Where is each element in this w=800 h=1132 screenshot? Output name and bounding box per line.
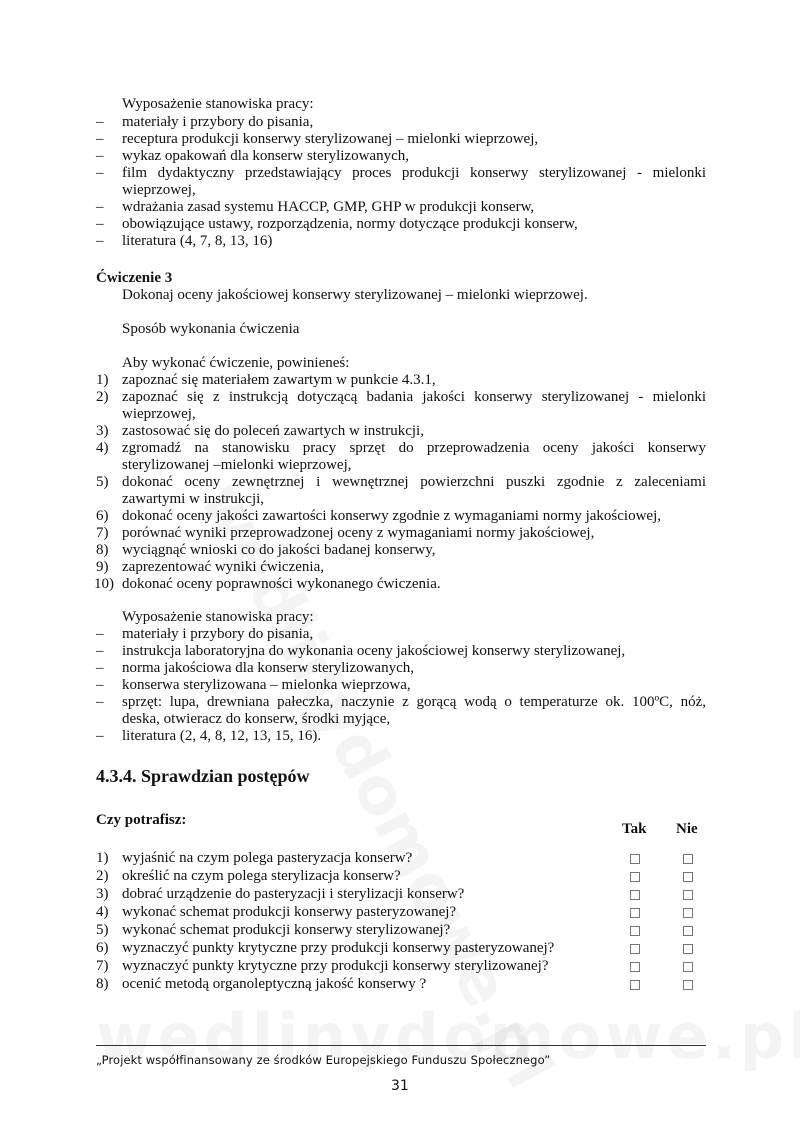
- question-number: 6): [96, 940, 109, 956]
- step-number: 2): [96, 389, 109, 405]
- question-text: dobrać urządzenie do pasteryzacji i sterylizacji konserw?: [122, 886, 465, 902]
- step-number: 6): [96, 508, 109, 524]
- column-yes-header: Tak: [622, 821, 647, 837]
- equipment-item: film dydaktyczny przedstawiający proces produkcji konserwy sterylizowanej - mielonki: [122, 165, 706, 181]
- step-text: porównać wyniki przeprowadzonej oceny z wymaganiami normy jakościowej,: [122, 525, 595, 541]
- checkbox-yes[interactable]: [630, 854, 640, 864]
- equipment-heading-1: Wyposażenie stanowiska pracy:: [122, 96, 314, 112]
- column-no-header: Nie: [676, 821, 698, 837]
- checkbox-no[interactable]: [683, 890, 693, 900]
- checkbox-yes[interactable]: [630, 962, 640, 972]
- equipment-item: wdrażania zasad systemu HACCP, GMP, GHP w produkcji konserw,: [122, 199, 535, 215]
- checkbox-yes[interactable]: [630, 872, 640, 882]
- question-text: wykonać schemat produkcji konserwy sterylizowanej?: [122, 922, 451, 938]
- question-heading: Czy potrafisz:: [96, 812, 187, 828]
- checkbox-no[interactable]: [683, 944, 693, 954]
- step-text: wyciągnąć wnioski co do jakości badanej konserwy,: [122, 542, 436, 558]
- footer-text: „Projekt współfinansowany ze środków Europejskiego Funduszu Społecznego”: [96, 1053, 551, 1067]
- question-text: określić na czym polega sterylizacja konserw?: [122, 868, 401, 884]
- section-title: 4.3.4. Sprawdzian postępów: [96, 766, 310, 786]
- checkbox-no[interactable]: [683, 908, 693, 918]
- equipment-item: literatura (4, 7, 8, 13, 16): [122, 233, 273, 249]
- list-dash: –: [96, 643, 104, 659]
- list-dash: –: [96, 728, 104, 744]
- step-number: 10): [94, 576, 114, 592]
- equipment-item: wieprzowej,: [122, 182, 196, 198]
- step-text: zaprezentować wyniki ćwiczenia,: [122, 559, 324, 575]
- checkbox-no[interactable]: [683, 926, 693, 936]
- equipment-item: obowiązujące ustawy, rozporządzenia, normy dotyczące produkcji konserw,: [122, 216, 578, 232]
- step-number: 5): [96, 474, 109, 490]
- equipment-item: sprzęt: lupa, drewniana pałeczka, naczynie z gorącą wodą o temperaturze ok. 100ºC, nóż,: [122, 694, 706, 710]
- question-number: 3): [96, 886, 109, 902]
- checkbox-yes[interactable]: [630, 926, 640, 936]
- list-dash: –: [96, 233, 104, 249]
- question-number: 2): [96, 868, 109, 884]
- step-number: 8): [96, 542, 109, 558]
- checkbox-yes[interactable]: [630, 944, 640, 954]
- checkbox-yes[interactable]: [630, 890, 640, 900]
- list-dash: –: [96, 216, 104, 232]
- checkbox-yes[interactable]: [630, 980, 640, 990]
- step-text: dokonać oceny jakości zawartości konserwy zgodnie z wymaganiami normy jakościowej,: [122, 508, 661, 524]
- list-dash: –: [96, 148, 104, 164]
- step-text: dokonać oceny zewnętrznej i wewnętrznej powierzchni puszki zgodnie z zaleceniami: [122, 474, 706, 490]
- checkbox-no[interactable]: [683, 980, 693, 990]
- equipment-item: receptura produkcji konserwy sterylizowanej – mielonki wieprzowej,: [122, 131, 539, 147]
- step-text: zapoznać się materiałem zawartym w punkcie 4.3.1,: [122, 372, 436, 388]
- step-text: zastosować się do poleceń zawartych w instrukcji,: [122, 423, 424, 439]
- equipment-item: materiały i przybory do pisania,: [122, 114, 314, 130]
- equipment-item: konserwa sterylizowana – mielonka wieprzowa,: [122, 677, 411, 693]
- equipment-item: materiały i przybory do pisania,: [122, 626, 314, 642]
- list-dash: –: [96, 131, 104, 147]
- checkbox-no[interactable]: [683, 962, 693, 972]
- exercise-title: Ćwiczenie 3: [96, 270, 173, 286]
- checkbox-yes[interactable]: [630, 908, 640, 918]
- step-text: zgromadź na stanowisku pracy sprzęt do przeprowadzenia oceny jakości konserwy: [122, 440, 706, 456]
- list-dash: –: [96, 694, 104, 710]
- equipment-item: wykaz opakowań dla konserw sterylizowanych,: [122, 148, 409, 164]
- equipment-item: norma jakościowa dla konserw sterylizowanych,: [122, 660, 414, 676]
- checkbox-no[interactable]: [683, 854, 693, 864]
- footer-rule: [96, 1045, 706, 1046]
- step-number: 9): [96, 559, 109, 575]
- equipment-item: literatura (2, 4, 8, 12, 13, 15, 16).: [122, 728, 322, 744]
- step-text: wieprzowej,: [122, 406, 196, 422]
- method-heading: Sposób wykonania ćwiczenia: [122, 321, 300, 337]
- list-dash: –: [96, 165, 104, 181]
- equipment-item: instrukcja laboratoryjna do wykonania oceny jakościowej konserwy sterylizowanej,: [122, 643, 626, 659]
- step-text: sterylizowanej –mielonki wieprzowej,: [122, 457, 352, 473]
- equipment-item: deska, otwieracz do konserw, środki myjące,: [122, 711, 391, 727]
- list-dash: –: [96, 199, 104, 215]
- question-number: 8): [96, 976, 109, 992]
- step-number: 3): [96, 423, 109, 439]
- step-text: zapoznać się z instrukcją dotyczącą badania jakości konserwy sterylizowanej - mielonki: [122, 389, 706, 405]
- step-number: 1): [96, 372, 109, 388]
- step-text: dokonać oceny poprawności wykonanego ćwiczenia.: [122, 576, 441, 592]
- page-number: 31: [391, 1078, 409, 1094]
- question-text: ocenić metodą organoleptyczną jakość konserwy ?: [122, 976, 427, 992]
- list-dash: –: [96, 626, 104, 642]
- step-number: 7): [96, 525, 109, 541]
- step-number: 4): [96, 440, 109, 456]
- exercise-description: Dokonaj oceny jakościowej konserwy sterylizowanej – mielonki wieprzowej.: [122, 287, 588, 303]
- list-dash: –: [96, 660, 104, 676]
- question-number: 7): [96, 958, 109, 974]
- question-text: wyznaczyć punkty krytyczne przy produkcji konserwy pasteryzowanej?: [122, 940, 555, 956]
- equipment-heading-2: Wyposażenie stanowiska pracy:: [122, 609, 314, 625]
- checkbox-no[interactable]: [683, 872, 693, 882]
- question-number: 5): [96, 922, 109, 938]
- question-text: wyznaczyć punkty krytyczne przy produkcji konserwy sterylizowanej?: [122, 958, 549, 974]
- question-number: 1): [96, 850, 109, 866]
- steps-intro: Aby wykonać ćwiczenie, powinieneś:: [122, 355, 350, 371]
- question-text: wykonać schemat produkcji konserwy pasteryzowanej?: [122, 904, 457, 920]
- list-dash: –: [96, 114, 104, 130]
- list-dash: –: [96, 677, 104, 693]
- question-text: wyjaśnić na czym polega pasteryzacja konserw?: [122, 850, 413, 866]
- question-number: 4): [96, 904, 109, 920]
- step-text: zawartymi w instrukcji,: [122, 491, 265, 507]
